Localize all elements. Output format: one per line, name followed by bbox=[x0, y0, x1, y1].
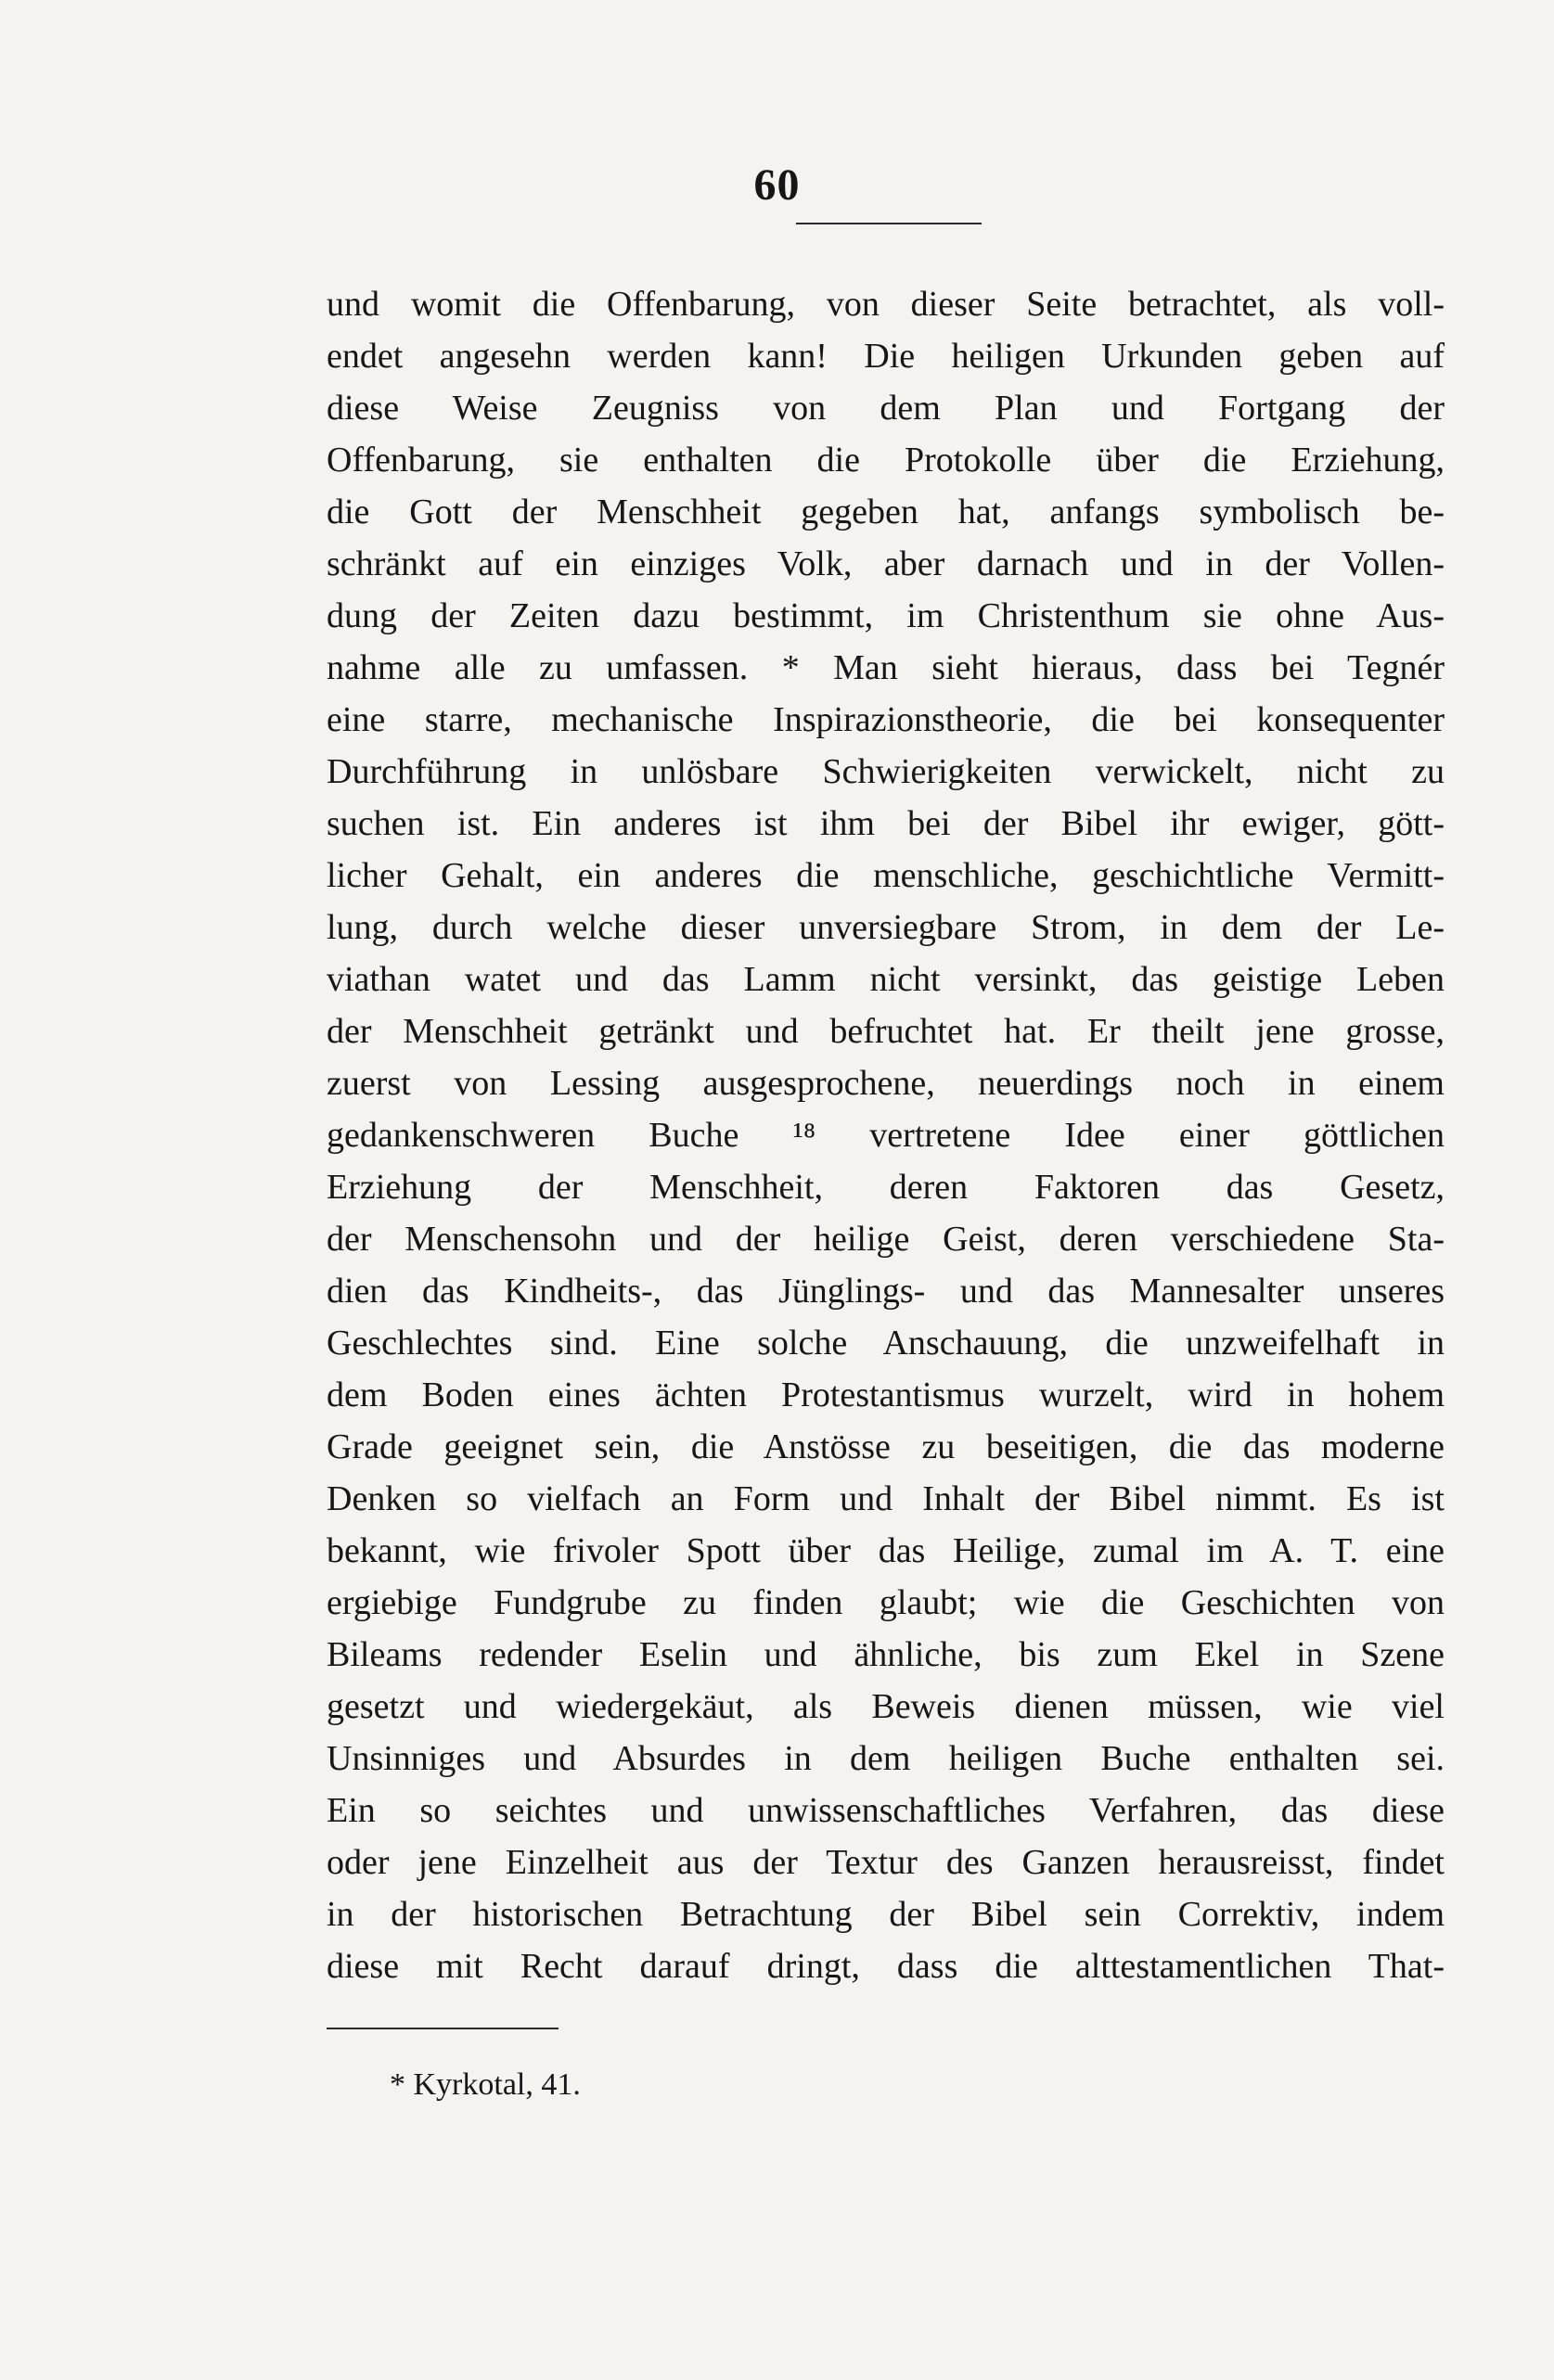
text-line: oder jene Einzelheit aus der Textur des Ganzen herausreisst, findet bbox=[327, 1843, 1445, 1882]
text-line: dien das Kindheits-, das Jünglings- und das Mannesalter unseres bbox=[327, 1272, 1445, 1311]
text-line: licher Gehalt, ein anderes die menschliche, geschichtliche Vermitt- bbox=[327, 856, 1445, 895]
text-line: der Menschensohn und der heilige Geist, deren verschiedene Sta- bbox=[327, 1220, 1445, 1259]
body-text bbox=[327, 278, 1445, 1992]
text-line: nahme alle zu umfassen. * Man sieht hieraus, dass bei Tegnér bbox=[327, 648, 1445, 687]
text-line: dung der Zeiten dazu bestimmt, im Christenthum sie ohne Aus- bbox=[327, 596, 1445, 635]
text-line: zuerst von Lessing ausgesprochene, neuerdings noch in einem bbox=[327, 1064, 1445, 1103]
text-line: ergiebige Fundgrube zu finden glaubt; wie die Geschichten von bbox=[327, 1583, 1445, 1622]
text-line: Denken so vielfach an Form und Inhalt der Bibel nimmt. Es ist bbox=[327, 1479, 1445, 1518]
text-line: schränkt auf ein einziges Volk, aber darnach und in der Vollen- bbox=[327, 544, 1445, 583]
text-line: Erziehung der Menschheit, deren Faktoren das Gesetz, bbox=[327, 1168, 1445, 1207]
text-line: in der historischen Betrachtung der Bibel sein Correktiv, indem bbox=[327, 1895, 1445, 1934]
text-line: gesetzt und wiedergekäut, als Beweis dienen müssen, wie viel bbox=[327, 1687, 1445, 1726]
text-line: Offenbarung, sie enthalten die Protokolle über die Erziehung, bbox=[327, 441, 1445, 480]
text-line: suchen ist. Ein anderes ist ihm bei der Bibel ihr ewiger, gött- bbox=[327, 804, 1445, 843]
footnote-rule bbox=[327, 2028, 559, 2029]
text-line: endet angesehn werden kann! Die heiligen Urkunden geben auf bbox=[327, 337, 1445, 376]
text-line: Grade geeignet sein, die Anstösse zu beseitigen, die das moderne bbox=[327, 1427, 1445, 1466]
text-line: Durchführung in unlösbare Schwierigkeiten verwickelt, nicht zu bbox=[327, 752, 1445, 791]
text-line: lung, durch welche dieser unversiegbare Strom, in dem der Le- bbox=[327, 908, 1445, 947]
text-line: und womit die Offenbarung, von dieser Seite betrachtet, als voll- bbox=[327, 285, 1445, 324]
text-line: Geschlechtes sind. Eine solche Anschauung, die unzweifelhaft in bbox=[327, 1324, 1445, 1363]
text-line: die Gott der Menschheit gegeben hat, anfangs symbolisch be- bbox=[327, 493, 1445, 531]
header-rule bbox=[796, 223, 982, 224]
text-line: eine starre, mechanische Inspirazionstheorie, die bei konsequenter bbox=[327, 700, 1445, 739]
text-line: Ein so seichtes und unwissenschaftliches Verfahren, das diese bbox=[327, 1791, 1445, 1830]
text-line: Unsinniges und Absurdes in dem heiligen Buche enthalten sei. bbox=[327, 1739, 1445, 1778]
text-line: bekannt, wie frivoler Spott über das Heilige, zumal im A. T. eine bbox=[327, 1531, 1445, 1570]
text-line: dem Boden eines ächten Protestantismus wurzelt, wird in hohem bbox=[327, 1376, 1445, 1414]
text-line: gedankenschweren Buche ¹⁸ vertretene Idee einer göttlichen bbox=[327, 1116, 1445, 1155]
text-line: diese Weise Zeugniss von dem Plan und Fortgang der bbox=[327, 389, 1445, 428]
page-number: 60 bbox=[753, 160, 801, 210]
footnote: * Kyrkotal, 41. bbox=[390, 2067, 581, 2102]
text-line: diese mit Recht darauf dringt, dass die alttestamentlichen That- bbox=[327, 1947, 1445, 1986]
text-line: viathan watet und das Lamm nicht versinkt, das geistige Leben bbox=[327, 960, 1445, 999]
text-line: Bileams redender Eselin und ähnliche, bis zum Ekel in Szene bbox=[327, 1635, 1445, 1674]
text-line: der Menschheit getränkt und befruchtet hat. Er theilt jene grosse, bbox=[327, 1012, 1445, 1051]
